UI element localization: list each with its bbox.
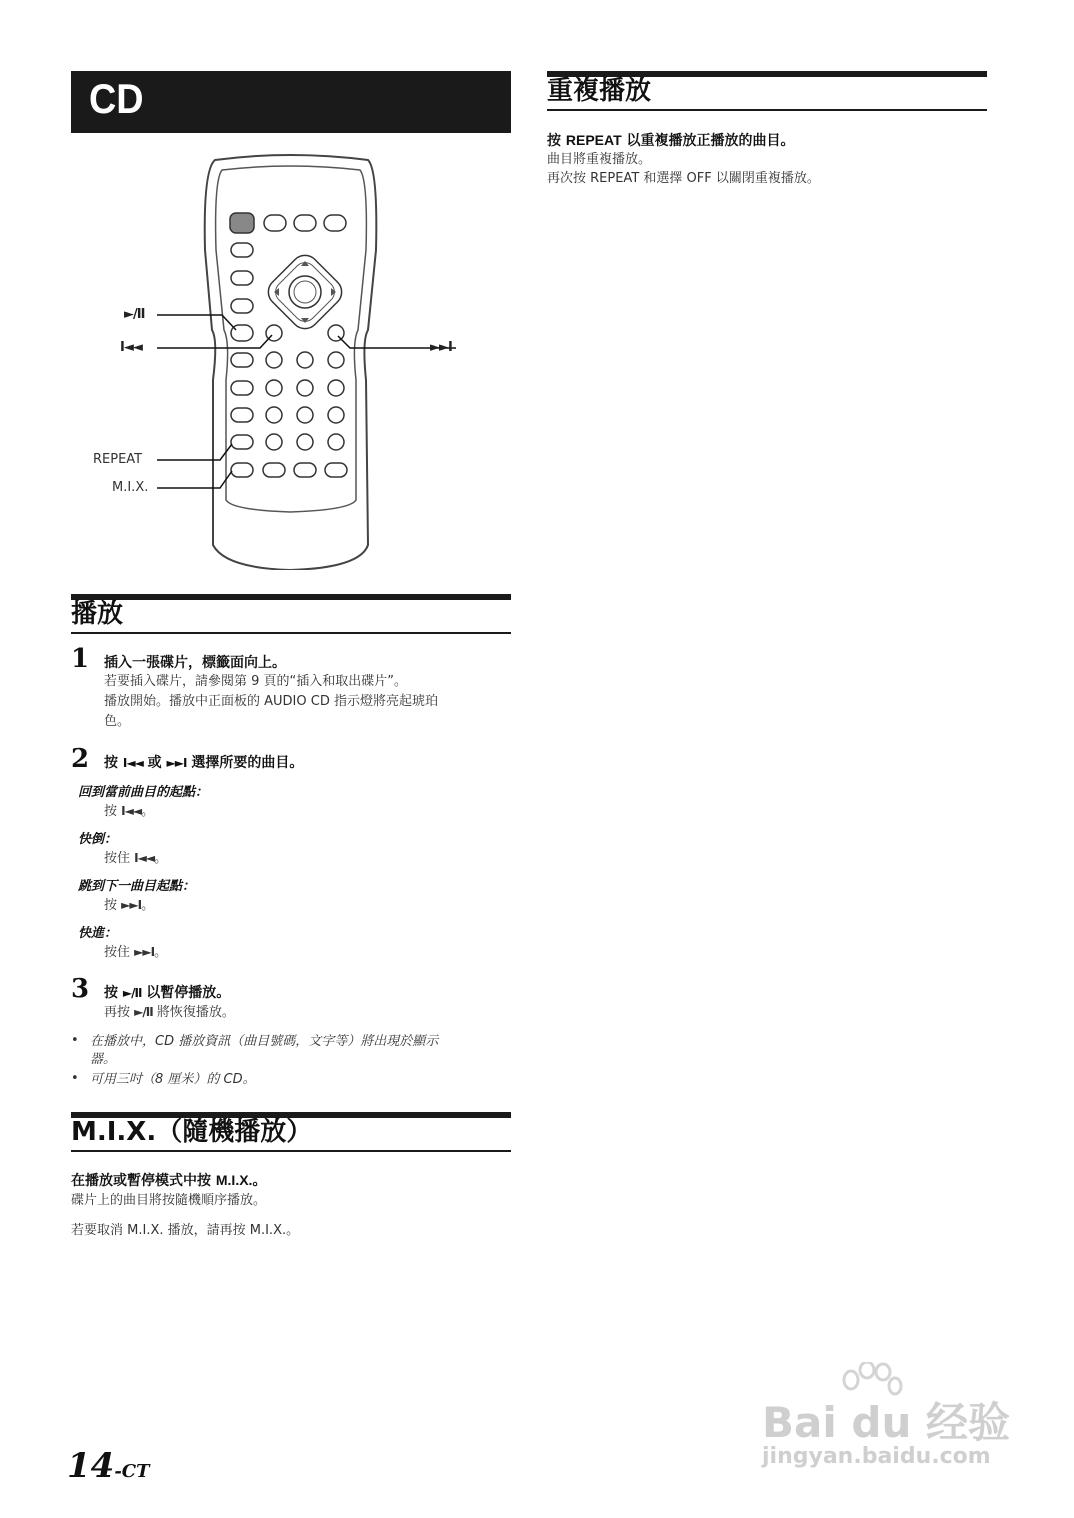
mix-line-1: 碟片上的曲目將按隨機順序播放。 xyxy=(71,1193,267,1208)
item-4-text: 按住 ►►I。 xyxy=(104,945,168,960)
repeat-line-1: 曲目將重複播放。 xyxy=(547,152,652,167)
page-number: 14-CT xyxy=(67,1446,150,1486)
item-1-text: 按 I◄◄。 xyxy=(104,804,155,819)
play-section-header xyxy=(71,594,511,634)
remote-control-illustration xyxy=(85,150,475,570)
note-2-bullet: • xyxy=(71,1071,79,1086)
mix-label: M.I.X. xyxy=(112,480,149,495)
item-3-text: 按 ►►I。 xyxy=(104,898,155,913)
step-2-number: 2 xyxy=(71,744,90,774)
prev-label: I◄◄ xyxy=(120,340,142,355)
note-1-bullet: • xyxy=(71,1033,79,1048)
note-1-line-2: 器。 xyxy=(90,1052,117,1067)
note-2-line-1: 可用三吋（8 厘米）的 CD。 xyxy=(90,1072,256,1087)
mix-section-header xyxy=(71,1112,511,1152)
step-1-line-2: 播放開始。播放中正面板的 AUDIO CD 指示燈將亮起琥珀 xyxy=(104,694,438,709)
step-3-line: 再按 ►/II 將恢復播放。 xyxy=(104,1005,235,1020)
mix-line-2: 若要取消 M.I.X. 播放，請再按 M.I.X.。 xyxy=(71,1223,300,1238)
next-label: ►►I xyxy=(430,340,452,355)
mix-section-title: M.I.X.（隨機播放） xyxy=(71,1117,313,1147)
note-1-line-1: 在播放中，CD 播放資訊（曲目號碼，文字等）將出現於顯示 xyxy=(90,1034,439,1049)
item-2-title: 快倒： xyxy=(78,832,118,847)
prev-symbol: I◄◄ xyxy=(122,756,143,770)
repeat-line-2: 再次按 REPEAT 和選擇 OFF 以關閉重複播放。 xyxy=(547,171,820,186)
repeat-label: REPEAT xyxy=(93,452,143,467)
repeat-section-title: 重複播放 xyxy=(547,76,652,106)
repeat-heading: 按 REPEAT 以重複播放正播放的曲目。 xyxy=(547,132,795,149)
item-2-text: 按住 I◄◄。 xyxy=(104,851,168,866)
step-1-line-1: 若要插入碟片，請參閱第 9 頁的“插入和取出碟片”。 xyxy=(104,674,408,689)
item-1-title: 回到當前曲目的起點： xyxy=(78,785,209,800)
mix-heading: 在播放或暫停模式中按 M.I.X.。 xyxy=(71,1172,267,1189)
step-1-number: 1 xyxy=(71,644,90,674)
play-section-title: 播放 xyxy=(71,599,124,629)
step-1-line-3: 色。 xyxy=(104,714,131,729)
repeat-section-header xyxy=(547,71,987,111)
watermark-url: jingyan.baidu.com xyxy=(762,1444,991,1469)
step-2-heading: 按 I◄◄ 或 ►►I 選擇所要的曲目。 xyxy=(104,755,304,771)
watermark-logo xyxy=(762,1362,1012,1482)
item-4-title: 快進： xyxy=(78,926,118,941)
item-3-title: 跳到下一曲目起點： xyxy=(78,879,196,894)
step-3-heading: 按 ►/II 以暫停播放。 xyxy=(104,985,231,1001)
step-3-number: 3 xyxy=(71,974,90,1004)
watermark-brand: Bai du 经验 xyxy=(762,1398,1010,1447)
play-pause-label: ►/II xyxy=(124,307,145,322)
cd-title-banner xyxy=(71,71,511,133)
step-1-heading: 插入一張碟片，標籤面向上。 xyxy=(104,655,286,671)
next-symbol: ►►I xyxy=(166,756,187,770)
page-title: CD xyxy=(89,75,144,122)
